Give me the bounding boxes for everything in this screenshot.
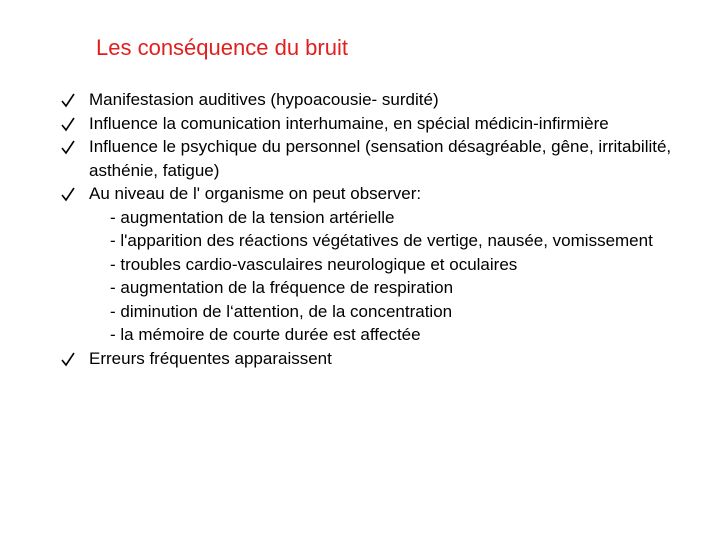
sub-item: [60, 300, 710, 324]
sub-item: [60, 206, 710, 230]
slide-title: Les conséquence du bruit: [96, 35, 348, 60]
bullet-text: Au niveau de l' organisme on peut observer:: [89, 184, 422, 203]
sub-item: [60, 323, 710, 347]
bullet-item: [60, 347, 710, 371]
sub-item: [60, 229, 710, 253]
sub-item-text: - diminution de l‘attention, de la concentration: [110, 301, 453, 321]
bullet-item: [60, 135, 710, 182]
sub-item-text: - augmentation de la fréquence de respiration: [110, 278, 454, 297]
checkmark-icon: [60, 112, 76, 135]
sub-item: [60, 253, 710, 277]
sub-item-text: - troubles cardio-vasculaires neurologique et oculaires: [110, 254, 518, 274]
bullet-text: Influence le psychique du personnel (sensation désagréable, gêne, irritabilité, asthénie, fatigue): [89, 137, 672, 180]
bullet-item: [60, 88, 710, 112]
bullet-text: Erreurs fréquentes apparaissent: [89, 348, 332, 368]
checkmark-icon: [60, 182, 76, 205]
checkmark-icon: [60, 135, 76, 158]
bullet-text: Influence la comunication interhumaine, en spécial médicin-infirmière: [89, 113, 609, 133]
bullet-item: [60, 112, 710, 136]
checkmark-icon: [60, 88, 76, 111]
sub-item: [60, 276, 710, 300]
bullet-item: [60, 182, 710, 206]
checkmark-icon: [60, 347, 76, 370]
sub-item-text: - augmentation de la tension artérielle: [110, 207, 395, 227]
bullet-list: [60, 88, 710, 370]
sub-item-text: - la mémoire de courte durée est affectée: [110, 325, 421, 344]
bullet-text: Manifestasion auditives (hypoacousie- surdité): [89, 90, 439, 109]
sub-item-text: - l'apparition des réactions végétatives de vertige, nausée, vomissement: [110, 231, 653, 250]
